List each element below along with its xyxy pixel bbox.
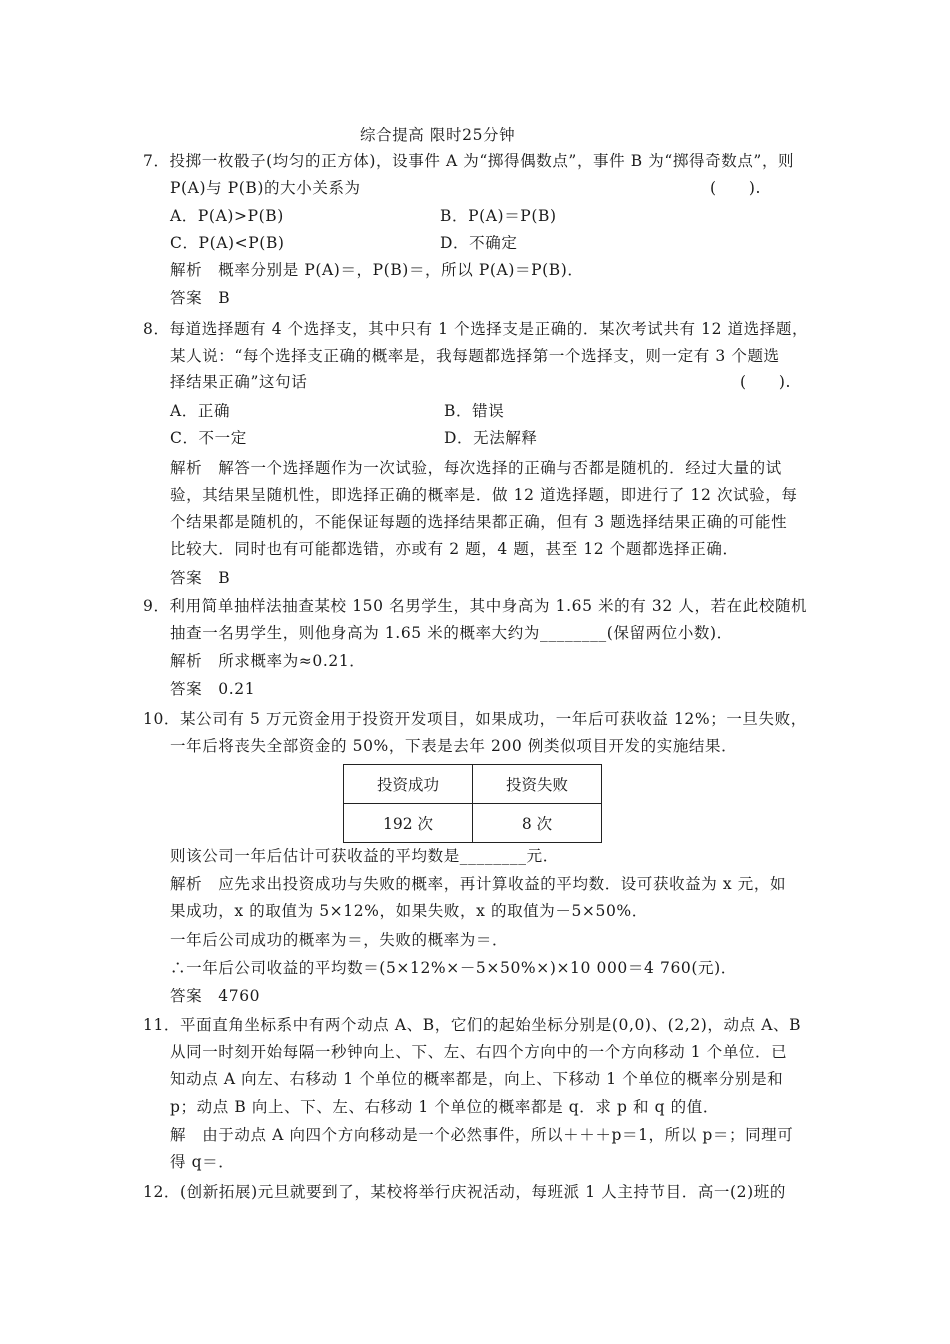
table-header-success: 投资成功	[344, 765, 473, 804]
q10-line2: 一年后将丧失全部资金的 50%，下表是去年 200 例类似项目开发的实施结果．	[170, 737, 738, 755]
q11-line2: 从同一时刻开始每隔一秒钟向上、下、左、右四个方向中的一个方向移动 1 个单位．已	[170, 1043, 788, 1061]
q11-solution-line1: 解 由于动点 A 向四个方向移动是一个必然事件，所以＋＋＋p＝1，所以 p＝；同理可	[170, 1126, 794, 1144]
q8-analysis-line4: 比较大．同时也有可能都选错，亦或有 2 题，4 题，甚至 12 个题都选择正确．	[170, 540, 739, 558]
q11-line3: 知动点 A 向左、右移动 1 个单位的概率都是，向上、下移动 1 个单位的概率分别是和	[170, 1070, 784, 1088]
q7-analysis: 解析 概率分别是 P(A)＝，P(B)＝，所以 P(A)＝P(B)．	[170, 261, 584, 279]
q8-analysis-line2: 验，其结果呈随机性，即选择正确的概率是．做 12 道选择题，即进行了 12 次试验，每	[170, 486, 798, 504]
q8-option-c: C．不一定	[170, 429, 247, 447]
q8-line2: 某人说：“每个选择支正确的概率是，我每题都选择第一个选择支，则一定有 3 个题选	[170, 347, 780, 365]
q10-analysis-line3: 一年后公司成功的概率为＝，失败的概率为＝．	[170, 931, 509, 949]
q9-line1: 9．利用简单抽样法抽查某校 150 名男学生，其中身高为 1.65 米的有 32 人，若在此校随机	[143, 597, 808, 615]
q7-option-b: B．P(A)＝P(B)	[440, 207, 557, 225]
q12-line1: 12．(创新拓展)元旦就要到了，某校将举行庆祝活动，每班派 1 人主持节目．高一(2)班的	[143, 1183, 786, 1201]
table-cell-success-count: 192 次	[344, 804, 473, 843]
q7-answer: 答案 B	[170, 289, 231, 307]
q8-analysis-line3: 个结果都是随机的，不能保证每题的选择结果都正确，但有 3 题选择结果正确的可能性	[170, 513, 788, 531]
q10-analysis-line4: ∴一年后公司收益的平均数＝(5×12%×－5×50%×)×10 000＝4 760(元)．	[170, 959, 737, 977]
q8-answer: 答案 B	[170, 569, 231, 587]
q7-line2: P(A)与 P(B)的大小关系为	[170, 179, 361, 197]
table-row	[344, 804, 602, 843]
section-title: 综合提高 限时25分钟	[360, 126, 516, 144]
q7-option-d: D．不确定	[440, 234, 518, 252]
q7-option-a: A．P(A)>P(B)	[170, 207, 284, 225]
q11-solution-line2: 得 q＝．	[170, 1153, 235, 1171]
q9-analysis: 解析 所求概率为≈0.21．	[170, 652, 366, 670]
q8-line1: 8．每道选择题有 4 个选择支，其中只有 1 个选择支是正确的．某次考试共有 12 道选择题，	[143, 320, 809, 338]
investment-results-table	[343, 764, 602, 843]
q7-answer-paren: ( ).	[710, 179, 762, 197]
table-header-failure: 投资失败	[473, 765, 602, 804]
q8-option-d: D．无法解释	[444, 429, 538, 447]
q8-option-a: A．正确	[170, 402, 231, 420]
q8-answer-paren: ( ).	[740, 373, 792, 391]
q8-option-b: B．错误	[444, 402, 505, 420]
table-header-row	[344, 765, 602, 804]
q10-analysis-line2: 果成功，x 的取值为 5×12%，如果失败，x 的取值为－5×50%．	[170, 902, 648, 920]
q10-answer: 答案 4760	[170, 987, 261, 1005]
q8-line3: 择结果正确”这句话	[170, 373, 308, 391]
q9-line2: 抽查一名男学生，则他身高为 1.65 米的概率大约为________(保留两位小数)．	[170, 624, 733, 642]
table-cell-failure-count: 8 次	[473, 804, 602, 843]
q10-line3: 则该公司一年后估计可获收益的平均数是________元．	[170, 847, 559, 865]
q11-line1: 11．平面直角坐标系中有两个动点 A、B，它们的起始坐标分别是(0,0)、(2,2)，动点 A、B	[143, 1016, 802, 1034]
q8-analysis-line1: 解析 解答一个选择题作为一次试验，每次选择的正确与否都是随机的．经过大量的试	[170, 459, 782, 477]
q7-line1: 7．投掷一枚骰子(均匀的正方体)，设事件 A 为“掷得偶数点”，事件 B 为“掷得奇数点”，则	[143, 152, 795, 170]
q10-line1: 10．某公司有 5 万元资金用于投资开发项目，如果成功，一年后可获收益 12%；一旦失败，	[143, 710, 807, 728]
q7-option-c: C．P(A)<P(B)	[170, 234, 285, 252]
q9-answer: 答案 0.21	[170, 680, 256, 698]
q10-analysis-line1: 解析 应先求出投资成功与失败的概率，再计算收益的平均数．设可获收益为 x 元，如	[170, 875, 787, 893]
q11-line4: p；动点 B 向上、下、左、右移动 1 个单位的概率都是 q．求 p 和 q 的值．	[170, 1098, 719, 1116]
